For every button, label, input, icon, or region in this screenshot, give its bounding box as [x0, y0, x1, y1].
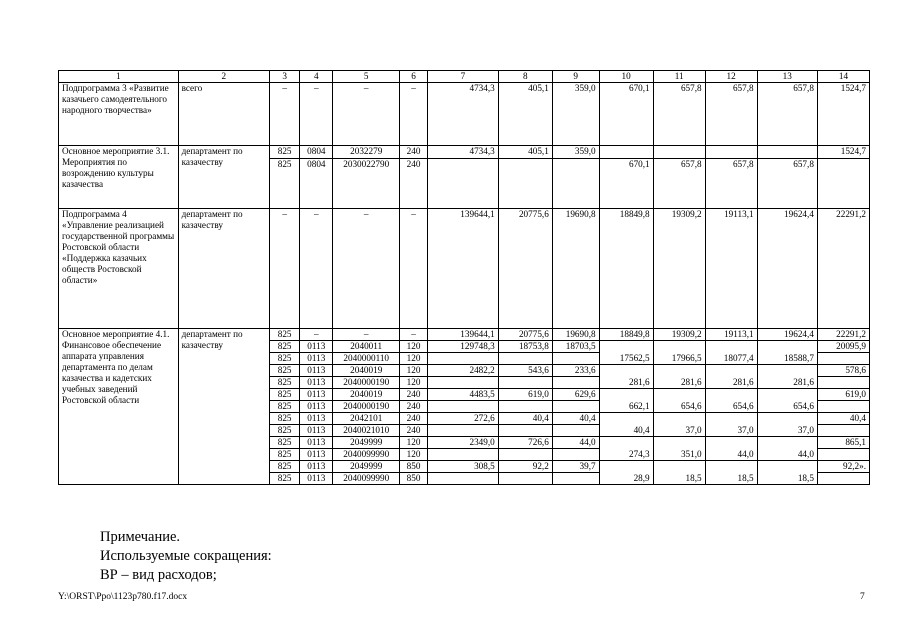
code-cell: 240: [399, 401, 427, 413]
table-row: [59, 146, 870, 159]
value-cell: 44,0: [552, 437, 599, 449]
code-cell: 0113: [300, 473, 333, 485]
code-cell: 825: [270, 365, 300, 377]
code-cell: 2032279: [333, 146, 400, 159]
value-cell: [498, 401, 552, 413]
value-cell: [428, 377, 499, 389]
code-cell: –: [300, 329, 333, 341]
value-cell: 233,6: [552, 365, 599, 377]
code-cell: 825: [270, 437, 300, 449]
code-cell: 120: [399, 353, 427, 365]
value-cell: 1524,7: [817, 83, 869, 146]
code-cell: –: [399, 209, 427, 329]
code-cell: –: [300, 209, 333, 329]
value-cell: 359,0: [552, 146, 599, 159]
code-cell: 0113: [300, 401, 333, 413]
value-cell: [599, 146, 653, 159]
note-subtitle: Используемые сокращения:: [100, 548, 272, 564]
value-cell: 37,0: [705, 413, 757, 437]
code-cell: 2040019: [333, 389, 400, 401]
code-cell: 825: [270, 449, 300, 461]
value-cell: 19624,4: [757, 209, 817, 329]
value-cell: 654,6: [757, 389, 817, 413]
value-cell: [817, 473, 869, 485]
value-cell: 18,5: [705, 461, 757, 485]
code-cell: 825: [270, 401, 300, 413]
value-cell: 17966,5: [653, 341, 705, 365]
value-cell: 139644,1: [428, 329, 499, 341]
value-cell: 4734,3: [428, 83, 499, 146]
value-cell: [552, 425, 599, 437]
value-cell: 619,0: [817, 389, 869, 401]
code-cell: 825: [270, 159, 300, 209]
code-cell: 825: [270, 473, 300, 485]
value-cell: 19113,1: [705, 209, 757, 329]
header-cell: 6: [399, 71, 427, 83]
code-cell: 2040000190: [333, 401, 400, 413]
header-cell: 4: [300, 71, 333, 83]
value-cell: 18849,8: [599, 209, 653, 329]
value-cell: [428, 425, 499, 437]
code-cell: 2049999: [333, 437, 400, 449]
value-cell: 20095,9: [817, 341, 869, 353]
code-cell: 2040099990: [333, 449, 400, 461]
code-cell: –: [270, 83, 300, 146]
header-cell: 8: [498, 71, 552, 83]
note-block: [100, 528, 272, 585]
value-cell: 657,8: [705, 83, 757, 146]
value-cell: [498, 159, 552, 209]
value-cell: [428, 159, 499, 209]
note-abbreviation: ВР – вид расходов;: [100, 567, 217, 583]
value-cell: [498, 377, 552, 389]
value-cell: 18588,7: [757, 341, 817, 365]
header-cell: 10: [599, 71, 653, 83]
value-cell: 619,0: [498, 389, 552, 401]
code-cell: 0113: [300, 365, 333, 377]
value-cell: [498, 425, 552, 437]
footer-file-path: Y:\ORST\Ppo\1123p780.f17.docx: [58, 592, 188, 602]
header-cell: 13: [757, 71, 817, 83]
code-cell: 2040019: [333, 365, 400, 377]
value-cell: 22291,2: [817, 209, 869, 329]
executor-cell: департамент по казачеству: [178, 329, 269, 485]
code-cell: 120: [399, 341, 427, 353]
value-cell: 2482,2: [428, 365, 499, 377]
page-number: 7: [860, 592, 865, 602]
code-cell: 0113: [300, 377, 333, 389]
program-name-cell: Подпрограмма 4 «Управление реализацией государственной программы Ростовской области «Поддержка казачьих обществ Ростовской области»: [59, 209, 179, 329]
code-cell: 2040000110: [333, 353, 400, 365]
value-cell: 2349,0: [428, 437, 499, 449]
table-row: [59, 209, 870, 329]
code-cell: 240: [399, 425, 427, 437]
value-cell: 670,1: [599, 159, 653, 209]
code-cell: 2040021010: [333, 425, 400, 437]
code-cell: 240: [399, 159, 427, 209]
code-cell: 0804: [300, 146, 333, 159]
executor-cell: департамент по казачеству: [178, 209, 269, 329]
value-cell: 44,0: [705, 437, 757, 461]
code-cell: –: [399, 83, 427, 146]
value-cell: [552, 353, 599, 365]
value-cell: 281,6: [705, 365, 757, 389]
code-cell: 2030022790: [333, 159, 400, 209]
value-cell: 20775,6: [498, 209, 552, 329]
value-cell: [552, 449, 599, 461]
value-cell: 657,8: [757, 83, 817, 146]
value-cell: [817, 159, 869, 209]
value-cell: 351,0: [653, 437, 705, 461]
value-cell: [428, 353, 499, 365]
code-cell: 0113: [300, 425, 333, 437]
value-cell: 18753,8: [498, 341, 552, 353]
header-cell: 7: [428, 71, 499, 83]
code-cell: 2049999: [333, 461, 400, 473]
value-cell: 22291,2: [817, 329, 869, 341]
executor-cell: всего: [178, 83, 269, 146]
code-cell: 0113: [300, 413, 333, 425]
code-cell: 240: [399, 389, 427, 401]
program-name-cell: Основное мероприятие 4.1. Финансовое обеспечение аппарата управления департамента по делам казачества и кадетских учебных заведений Ростовской области: [59, 329, 179, 485]
value-cell: 308,5: [428, 461, 499, 473]
code-cell: 0113: [300, 353, 333, 365]
program-name-cell: Подпрограмма 3 «Развитие казачьего самодеятельного народного творчества»: [59, 83, 179, 146]
value-cell: 44,0: [757, 437, 817, 461]
value-cell: [428, 401, 499, 413]
value-cell: [817, 425, 869, 437]
value-cell: [653, 146, 705, 159]
value-cell: [817, 401, 869, 413]
code-cell: 0113: [300, 341, 333, 353]
executor-cell: департамент по казачеству: [178, 146, 269, 209]
value-cell: 28,9: [599, 461, 653, 485]
code-cell: 825: [270, 329, 300, 341]
value-cell: 543,6: [498, 365, 552, 377]
code-cell: 850: [399, 473, 427, 485]
value-cell: [498, 353, 552, 365]
code-cell: –: [333, 329, 400, 341]
value-cell: [428, 449, 499, 461]
code-cell: 825: [270, 389, 300, 401]
value-cell: 281,6: [757, 365, 817, 389]
value-cell: [552, 377, 599, 389]
code-cell: 2042101: [333, 413, 400, 425]
code-cell: 825: [270, 461, 300, 473]
header-cell: 2: [178, 71, 269, 83]
value-cell: 629,6: [552, 389, 599, 401]
value-cell: 274,3: [599, 437, 653, 461]
code-cell: 0113: [300, 449, 333, 461]
header-row: [59, 71, 870, 83]
code-cell: 120: [399, 437, 427, 449]
code-cell: 825: [270, 377, 300, 389]
value-cell: 405,1: [498, 83, 552, 146]
value-cell: 18,5: [653, 461, 705, 485]
header-cell: 11: [653, 71, 705, 83]
value-cell: 92,2: [498, 461, 552, 473]
value-cell: [498, 449, 552, 461]
code-cell: –: [333, 83, 400, 146]
header-cell: 3: [270, 71, 300, 83]
value-cell: 654,6: [653, 389, 705, 413]
header-cell: 1: [59, 71, 179, 83]
code-cell: 120: [399, 449, 427, 461]
value-cell: 865,1: [817, 437, 869, 449]
code-cell: 850: [399, 461, 427, 473]
value-cell: 18,5: [757, 461, 817, 485]
code-cell: 240: [399, 413, 427, 425]
value-cell: 40,4: [498, 413, 552, 425]
value-cell: 272,6: [428, 413, 499, 425]
header-cell: 14: [817, 71, 869, 83]
code-cell: –: [300, 83, 333, 146]
value-cell: [428, 473, 499, 485]
code-cell: 825: [270, 146, 300, 159]
value-cell: 39,7: [552, 461, 599, 473]
value-cell: 37,0: [653, 413, 705, 437]
value-cell: 18703,5: [552, 341, 599, 353]
value-cell: 19309,2: [653, 209, 705, 329]
header-cell: 12: [705, 71, 757, 83]
code-cell: 2040099990: [333, 473, 400, 485]
value-cell: 139644,1: [428, 209, 499, 329]
value-cell: 281,6: [599, 365, 653, 389]
code-cell: 2040011: [333, 341, 400, 353]
value-cell: 19113,1: [705, 329, 757, 341]
program-name-cell: Основное мероприятие 3.1. Мероприятия по возрождению культуры казачества: [59, 146, 179, 209]
value-cell: [552, 159, 599, 209]
code-cell: 2040000190: [333, 377, 400, 389]
value-cell: 18077,4: [705, 341, 757, 365]
code-cell: 0804: [300, 159, 333, 209]
value-cell: [817, 377, 869, 389]
value-cell: 19690,8: [552, 209, 599, 329]
value-cell: [552, 401, 599, 413]
value-cell: 20775,6: [498, 329, 552, 341]
value-cell: 662,1: [599, 389, 653, 413]
value-cell: 17562,5: [599, 341, 653, 365]
budget-table: [58, 70, 870, 485]
code-cell: 120: [399, 365, 427, 377]
value-cell: 40,4: [552, 413, 599, 425]
value-cell: 19624,4: [757, 329, 817, 341]
code-cell: 0113: [300, 461, 333, 473]
value-cell: 359,0: [552, 83, 599, 146]
value-cell: 657,8: [653, 159, 705, 209]
code-cell: –: [399, 329, 427, 341]
code-cell: –: [333, 209, 400, 329]
code-cell: 825: [270, 425, 300, 437]
table-row: [59, 83, 870, 146]
value-cell: 19309,2: [653, 329, 705, 341]
value-cell: 4734,3: [428, 146, 499, 159]
code-cell: 0113: [300, 437, 333, 449]
value-cell: 4483,5: [428, 389, 499, 401]
value-cell: 281,6: [653, 365, 705, 389]
value-cell: 19690,8: [552, 329, 599, 341]
value-cell: 578,6: [817, 365, 869, 377]
value-cell: 670,1: [599, 83, 653, 146]
value-cell: 40,4: [599, 413, 653, 437]
value-cell: 129748,3: [428, 341, 499, 353]
value-cell: [498, 473, 552, 485]
value-cell: 657,8: [705, 159, 757, 209]
value-cell: 92,2».: [817, 461, 869, 473]
code-cell: 0113: [300, 389, 333, 401]
value-cell: 726,6: [498, 437, 552, 449]
value-cell: 657,8: [653, 83, 705, 146]
header-cell: 5: [333, 71, 400, 83]
value-cell: [757, 146, 817, 159]
code-cell: 240: [399, 146, 427, 159]
code-cell: 825: [270, 341, 300, 353]
value-cell: [817, 353, 869, 365]
value-cell: 18849,8: [599, 329, 653, 341]
value-cell: [817, 449, 869, 461]
value-cell: 654,6: [705, 389, 757, 413]
code-cell: 825: [270, 413, 300, 425]
value-cell: 657,8: [757, 159, 817, 209]
code-cell: –: [270, 209, 300, 329]
header-cell: 9: [552, 71, 599, 83]
value-cell: 37,0: [757, 413, 817, 437]
value-cell: 40,4: [817, 413, 869, 425]
value-cell: 1524,7: [817, 146, 869, 159]
note-title: Примечание.: [100, 529, 181, 545]
value-cell: 405,1: [498, 146, 552, 159]
table-row: [59, 329, 870, 341]
code-cell: 120: [399, 377, 427, 389]
value-cell: [705, 146, 757, 159]
code-cell: 825: [270, 353, 300, 365]
value-cell: [552, 473, 599, 485]
